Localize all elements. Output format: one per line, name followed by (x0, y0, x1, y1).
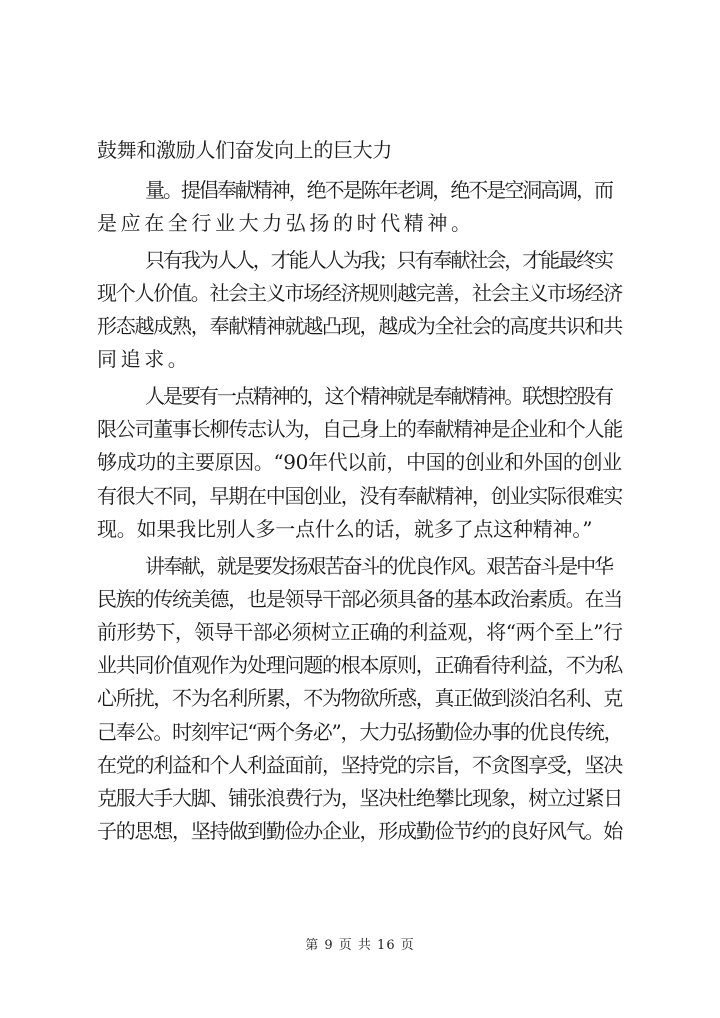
paragraph-line: 现个人价值。社会主义市场经济规则越完善，社会主义市场经济 (97, 281, 622, 305)
paragraph-line: 同追求。 (97, 347, 192, 371)
paragraph-line: 子的思想，坚持做到勤俭办企业，形成勤俭节约的良好风气。始 (97, 819, 622, 843)
paragraph-line: 业共同价值观作为处理问题的根本原则，正确看待利益，不为私 (97, 653, 622, 677)
paragraph-first-line: 量。提倡奉献精神，绝不是陈年老调，绝不是空洞高调，而 (145, 178, 612, 202)
paragraph-line: 限公司董事长柳传志认为，自己身上的奉献精神是企业和个人能 (97, 417, 622, 441)
paragraph-line: 有很大不同，早期在中国创业，没有奉献精神，创业实际很难实 (97, 484, 622, 508)
paragraph-line: 心所扰，不为名利所累，不为物欲所惑，真正做到淡泊名利、克 (97, 686, 622, 710)
paragraph-line: 己奉公。时刻牢记“两个务必”，大力弘扬勤俭办事的优良传统， (97, 720, 623, 744)
page-footer: 第 9 页 共 16 页 (305, 938, 415, 953)
paragraph-line: 现。如果我比别人多一点什么的话，就多了点这种精神。” (97, 517, 593, 541)
paragraph-line: 形态越成熟，奉献精神就越凸现，越成为全社会的高度共识和共 (97, 314, 622, 338)
paragraph-line: 鼓舞和激励人们奋发向上的巨大力 (97, 138, 392, 162)
paragraph-line: 是应在全行业大力弘扬的时代精神。 (97, 211, 475, 235)
paragraph-line: 够成功的主要原因。“90年代以前，中国的创业和外国的创业 (97, 450, 622, 474)
paragraph-line: 前形势下，领导干部必须树立正确的利益观，将“两个至上”行 (97, 620, 623, 644)
paragraph-line: 克服大手大脚、铺张浪费行为，坚决杜绝攀比现象，树立过紧日 (97, 786, 622, 810)
paragraph-first-line: 只有我为人人，才能人人为我；只有奉献社会，才能最终实 (145, 248, 612, 272)
paragraph-first-line: 讲奉献，就是要发扬艰苦奋斗的优良作风。艰苦奋斗是中华 (145, 554, 612, 578)
paragraph-first-line: 人是要有一点精神的，这个精神就是奉献精神。联想控股有 (145, 384, 612, 408)
paragraph-line: 在党的利益和个人利益面前，坚持党的宗旨，不贪图享受，坚决 (97, 753, 622, 777)
paragraph-line: 民族的传统美德，也是领导干部必须具备的基本政治素质。在当 (97, 587, 622, 611)
